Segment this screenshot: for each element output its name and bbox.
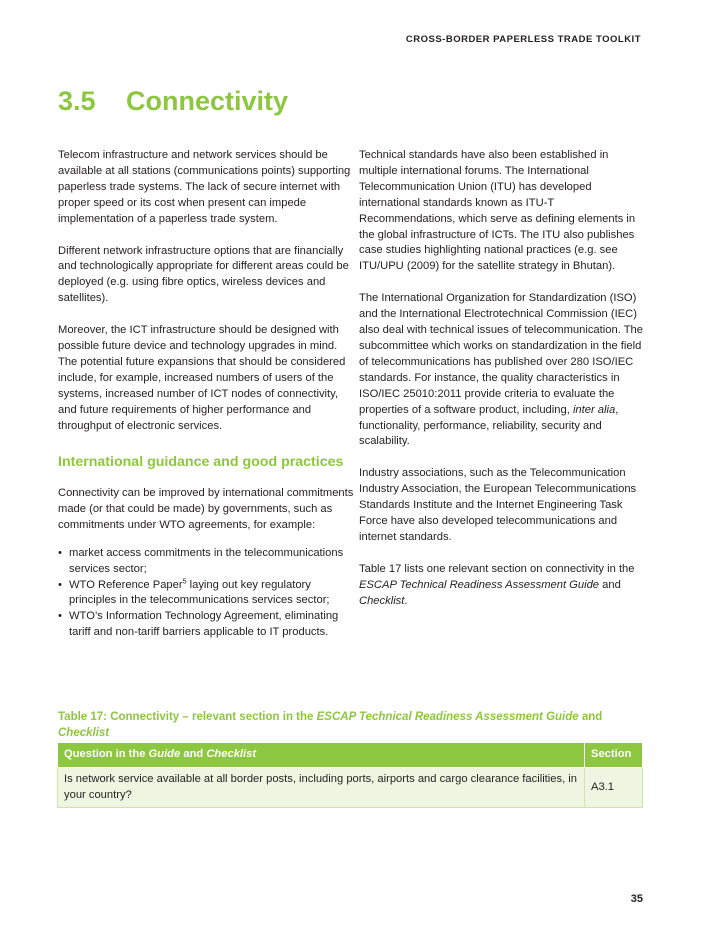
section-number: 3.5	[58, 86, 96, 116]
body-paragraph	[359, 562, 643, 610]
caption-text: and	[578, 711, 603, 723]
paragraph-text: The International Organization for Standardization (ISO) and the International Electrotechnical Commission (IEC) also deal with technical issues of telecommunication. The subcommittee which works on standardization in the field of telecommunications has published over 280 ISO/IEC standards. For instance, the quality characteristics in ISO/IEC 25010:2011 provide criteria to evaluate the properties of a software product, including,	[359, 292, 643, 416]
table-cell-section: A3.1	[585, 768, 643, 808]
table-header-row	[58, 743, 643, 768]
header-italic: Checklist	[206, 748, 257, 761]
list-item-lead: WTO Reference Paper	[69, 578, 183, 591]
bullet-marker: •	[58, 610, 62, 623]
reference-table	[57, 742, 643, 808]
header-italic: Guide	[148, 748, 181, 761]
caption-italic: Checklist	[58, 726, 110, 739]
italic-title: ESCAP Technical Readiness Assessment Guide	[359, 578, 600, 591]
header-text: Question in the	[64, 748, 149, 761]
section-title	[58, 86, 288, 117]
table-cell-question: Is network service available at all border posts, including ports, airports and cargo clearance facilities, in your country?	[58, 768, 585, 808]
italic-term: inter alia	[572, 403, 616, 416]
body-paragraph: Different network infrastructure options that are financially and technologically appropriate for different areas could be deployed (e.g. using fibre optics, wireless devices and satellites).	[58, 244, 349, 305]
list-item-text: WTO’s Information Technology Agreement, eliminating tariff and non-tariff barriers applicable to IT products.	[69, 610, 339, 639]
body-paragraph: Moreover, the ICT infrastructure should be designed with possible future device and technology upgrades in mind. The potential future expansions that should be considered include, for example, increased numbers of users of the systems, increased number of ICT nodes of connectivity, and future requirements of higher performance and throughput of electronic services.	[58, 324, 346, 432]
body-paragraph	[359, 291, 643, 450]
list-item	[58, 546, 354, 578]
list-item	[58, 578, 354, 610]
running-header: CROSS-BORDER PAPERLESS TRADE TOOLKIT	[405, 34, 641, 45]
paragraph-text: .	[404, 594, 408, 607]
paragraph-text: , functionality, performance, reliability, security and scalability.	[359, 403, 619, 448]
body-paragraph: Industry associations, such as the Telecommunication Industry Association, the European Telecommunications Standards Institute and the Internet Engineering Task Force have also developed telecommunications and internet standards.	[359, 467, 637, 543]
italic-title: Checklist	[359, 594, 405, 607]
bullet-list	[58, 546, 354, 641]
page-number: 35	[630, 893, 643, 905]
body-paragraph: Technical standards have also been established in multiple international forums. The International Telecommunication Union (ITU) has developed international standards known as ITU-T Recommendations, which serve as defining elements in the global infrastructure of ICTs. The ITU also publishes case studies highlighting national practices (e.g. see ITU/UPU (2009) for the satellite strategy in Bhutan).	[359, 149, 636, 273]
table-row	[58, 768, 643, 808]
bullet-marker: •	[58, 578, 62, 591]
caption-text: Table 17: Connectivity – relevant section in the	[58, 711, 317, 723]
paragraph-text: Table 17 lists one relevant section on connectivity in the	[359, 562, 635, 575]
list-item	[58, 609, 354, 641]
footnote-ref[interactable]: 5	[182, 577, 187, 585]
list-item-text: laying out key regulatory principles in the telecommunications services sector;	[69, 578, 330, 607]
body-paragraph: Telecom infrastructure and network services should be available at all stations (communications points) supporting paperless trade systems. The lack of secure internet with proper speed or its cost when present can impede implementation of a paperless trade system.	[58, 149, 351, 225]
table-caption	[58, 710, 643, 741]
right-column	[359, 148, 643, 626]
header-text: and	[180, 748, 207, 761]
caption-italic: ESCAP Technical Readiness Assessment Guide	[316, 711, 579, 723]
column-header-section: Section	[585, 743, 643, 768]
paragraph-text: and	[599, 578, 621, 591]
body-paragraph: Connectivity can be improved by international commitments made (or that could be made) by governments, such as commitments under WTO agreements, for example:	[58, 487, 354, 531]
left-column	[58, 148, 354, 641]
list-item-text: market access commitments in the telecommunications services sector;	[69, 546, 344, 575]
section-title-text: Connectivity	[126, 86, 289, 116]
bullet-marker: •	[58, 546, 62, 559]
subheading: International guidance and good practices	[58, 453, 344, 470]
column-header-question	[58, 743, 585, 768]
